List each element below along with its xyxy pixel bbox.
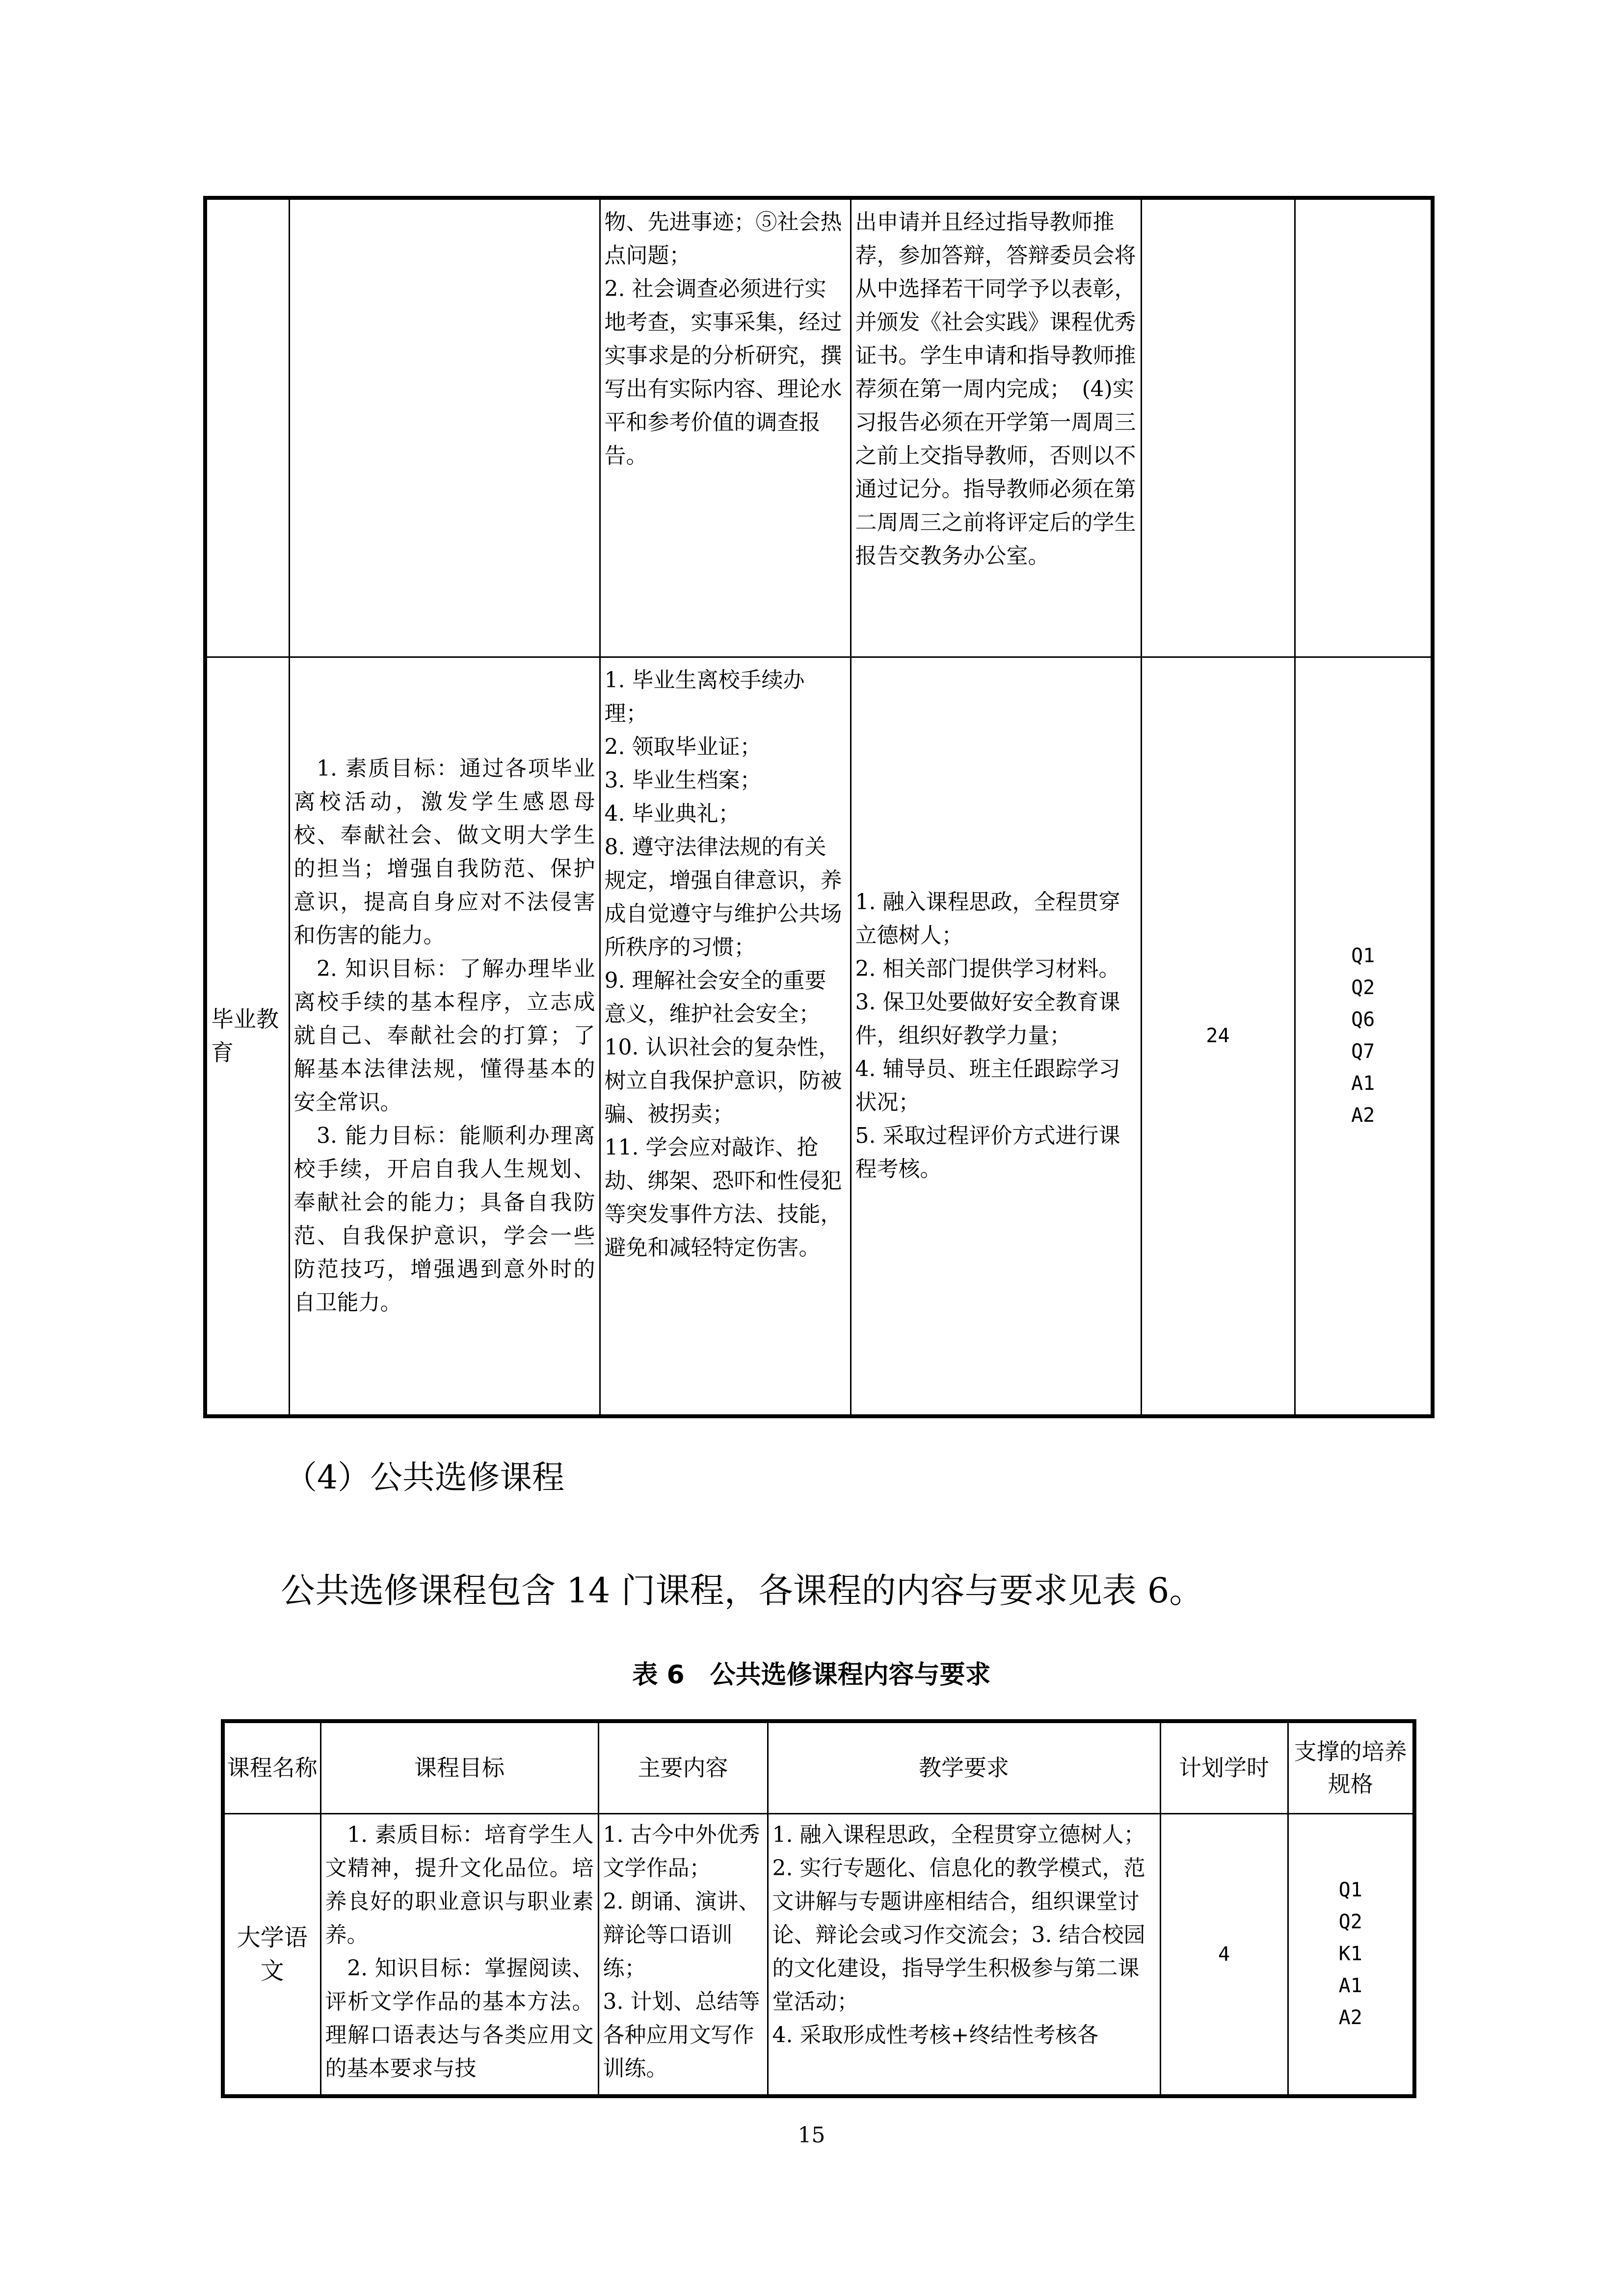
table-row [205,198,1433,657]
course-goals-cell [289,198,600,657]
spec-codes-cell: Q1 Q2 Q6 Q7 A1 A2 [1295,657,1433,1416]
course-name-cell: 大学语文 [223,1813,320,2096]
header-course-goals: 课程目标 [320,1721,598,1813]
course-goals-cell: 1. 素质目标：通过各项毕业离校活动，激发学生感恩母校、奉献社会、做文明大学生的担当；增强自我防范、保护意识，提高自身应对不法侵害和伤害的能力。 2. 知识目标：了解办理毕业离校手续的基本程序，立志成就自己、奉献社会的打算；了解基本法律法规，懂得基本的安全常识。 3. 能力目标：能顺利办理离校手续，开启自我人生规划、奉献社会的能力；具备自我防范、自我保护意识，学会一些防范技巧，增强遇到意外时的自卫能力。 [289,657,600,1416]
spec-codes-cell: Q1 Q2 K1 A1 A2 [1288,1813,1414,2096]
course-content-cell: 物、先进事迹；⑤社会热点问题； 2. 社会调查必须进行实地考查，实事采集，经过实事求是的分析研究，撰写出有实际内容、理论水平和参考价值的调查报告。 [600,198,851,657]
table-caption: 表 6 公共选修课程内容与要求 [632,1660,991,1690]
header-main-content: 主要内容 [598,1721,768,1813]
page-number: 15 [798,2123,825,2148]
spec-codes-cell [1295,198,1433,657]
course-content-cell: 1. 毕业生离校手续办理； 2. 领取毕业证； 3. 毕业生档案； 4. 毕业典礼； 8. 遵守法律法规的有关规定，增强自律意识，养成自觉遵守与维护公共场所秩序的习惯； 9. 理解社会安全的重要意义，维护社会安全； 10. 认识社会的复杂性，树立自我保护意识，防被骗、被拐卖； 11. 学会应对敲诈、抢劫、绑架、恐吓和性侵犯等突发事件方法、技能，避免和减轻特定伤害。 [600,657,851,1416]
teaching-requirements-cell: 出申请并且经过指导教师推荐，参加答辩，答辩委员会将从中选择若干同学予以表彰，并颁发《社会实践》课程优秀证书。学生申请和指导教师推荐须在第一周内完成； (4)实习报告必须在开学第一周周三之前上交指导教师，否则以不通过记分。指导教师必须在第二周周三之前将评定后的学生报告交教务办公室。 [851,198,1141,657]
course-content-cell: 1. 古今中外优秀文学作品； 2. 朗诵、演讲、辩论等口语训练； 3. 计划、总结等各种应用文写作训练。 [598,1813,768,2096]
planned-hours-cell: 4 [1160,1813,1288,2096]
table-row [223,1813,1414,2096]
course-goals-cell: 1. 素质目标：培育学生人文精神，提升文化品位。培养良好的职业意识与职业素养。 2. 知识目标：掌握阅读、评析文学作品的基本方法。理解口语表达与各类应用文的基本要求与技 [320,1813,598,2096]
course-name-cell: 毕业教育 [205,657,289,1416]
header-teaching-requirements: 教学要求 [768,1721,1160,1813]
section-intro-paragraph: 公共选修课程包含 14 门课程，各课程的内容与要求见表 6。 [281,1570,1204,1611]
header-course-name: 课程名称 [223,1721,320,1813]
header-spec-codes: 支撑的培养规格 [1288,1721,1414,1813]
continued-course-table [203,196,1435,1418]
table-header-row [223,1721,1414,1813]
table-row [205,657,1433,1416]
teaching-requirements-cell: 1. 融入课程思政，全程贯穿立德树人； 2. 相关部门提供学习材料。 3. 保卫处要做好安全教育课件，组织好教学力量； 4. 辅导员、班主任跟踪学习状况； 5. 采取过程评价方式进行课程考核。 [851,657,1141,1416]
planned-hours-cell [1141,198,1295,657]
section-heading: （4）公共选修课程 [285,1459,564,1496]
header-planned-hours: 计划学时 [1160,1721,1288,1813]
teaching-requirements-cell: 1. 融入课程思政，全程贯穿立德树人； 2. 实行专题化、信息化的教学模式，范文讲解与专题讲座相结合，组织课堂讨论、辩论会或习作交流会；3. 结合校园的文化建设，指导学生积极参与第二课堂活动； 4. 采取形成性考核+终结性考核各 [768,1813,1160,2096]
course-name-cell [205,198,289,657]
elective-course-table [221,1719,1416,2098]
planned-hours-cell: 24 [1141,657,1295,1416]
